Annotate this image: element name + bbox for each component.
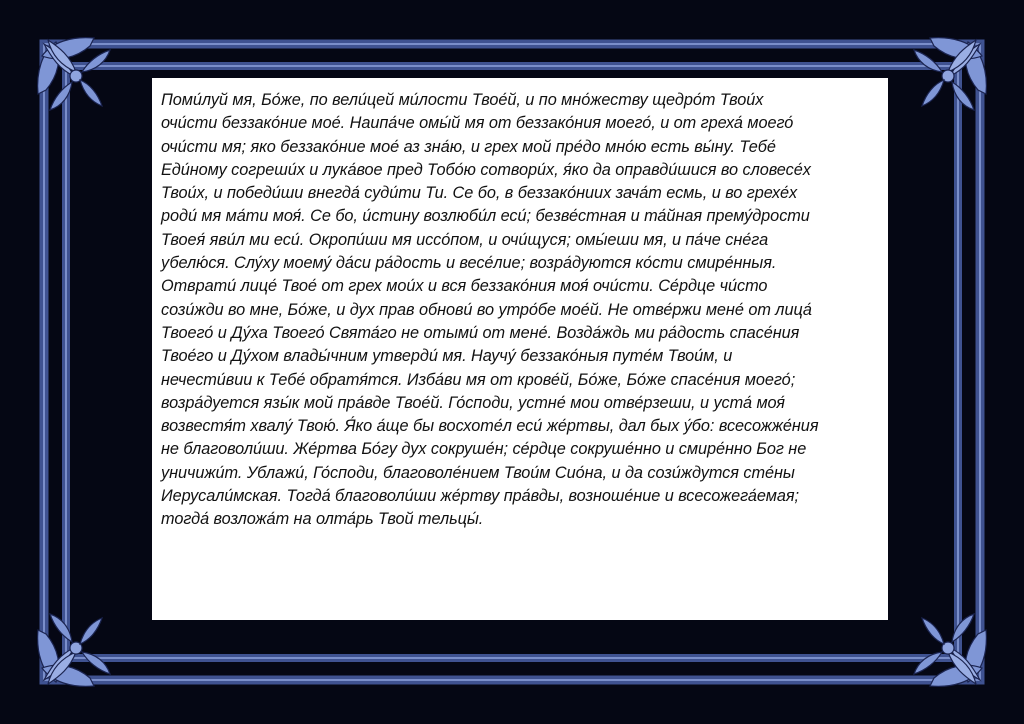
prayer-line: Отврати́ лице́ Твое́ от грех мои́х и вся беззако́ния моя́ очи́сти. Се́рдце чи́сто: [161, 277, 768, 296]
prayer-line: Твое́го и Ду́хом влады́чним утверди́ мя. Научу́ беззако́ныя путе́м Твои́м, и: [161, 347, 733, 366]
prayer-line: очи́сти беззако́ние мое́. Наипа́че омы́й мя от беззако́ния моего́, и от греха́ моего́: [161, 114, 794, 133]
prayer-line: роди́ мя ма́ти моя́. Се бо, и́стину возлюби́л еси́; безве́стная и та́йная прему́дрости: [161, 207, 810, 226]
prayer-line: Твоея́ яви́л ми еси́. Окропи́ши мя иссо́пом, и очи́щуся; омы́еши мя, и па́че сне́га: [161, 230, 769, 249]
prayer-line: нечести́вии к Тебе́ обратя́тся. Изба́ви мя от крове́й, Бо́же, Бо́же спасе́ния моего́;: [161, 370, 796, 389]
prayer-line: не благоволи́ши. Же́ртва Бо́гу дух сокруше́н; се́рдце сокруше́нно и смире́нно Бог не: [161, 440, 807, 459]
prayer-line: тогда́ возложа́т на олта́рь Твой тельцы́.: [161, 510, 484, 529]
prayer-line: Твои́х, и победи́ши внегда́ суди́ти Ти. Се бо, в беззако́ниих зача́т есмь, и во грехе́х: [161, 184, 798, 203]
prayer-line: возра́дуется язы́к мой пра́вде Твое́й. Го́споди, устне́ мои отве́рзеши, и уста́ моя́: [161, 393, 785, 412]
prayer-line: Иерусали́мская. Тогда́ благоволи́ши же́ртву пра́вды, возноше́ние и всесожега́емая;: [161, 487, 799, 506]
prayer-line: возвестя́т хвалу́ Твою́. Я́ко а́ще бы восхоте́л еси́ же́ртвы, дал бых у́бо: всесожже́ния: [161, 417, 819, 436]
prayer-line: очи́сти мя; яко беззако́ние мое́ аз зна́ю, и грех мой пре́до мно́ю есть вы́ну. Тебе́: [161, 137, 776, 156]
prayer-line: Твоего́ и Ду́ха Твоего́ Свята́го не отыми́ от мене́. Возда́ждь ми ра́дость спасе́ния: [161, 323, 800, 342]
prayer-line: уничижи́т. Ублажи́, Го́споди, благоволе́нием Твои́м Сио́на, и да сози́ждутся сте́ны: [161, 463, 795, 482]
prayer-line: Еди́ному согреши́х и лука́вое пред Тобо́ю сотвори́х, я́ко да оправди́шися во словесе́х: [161, 160, 811, 179]
prayer-line: убелю́ся. Слу́ху моему́ да́си ра́дость и весе́лие; возра́дуются ко́сти смире́нныя.: [161, 254, 777, 273]
prayer-text-panel: [152, 78, 888, 620]
prayer-line: сози́жди во мне, Бо́же, и дух прав обнови́ во утро́бе мое́й. Не отве́ржи мене́ от лица́: [161, 300, 812, 319]
prayer-line: Поми́луй мя, Бо́же, по вели́цей ми́лости Твое́й, и по мно́жеству щедро́т Твои́х: [161, 91, 764, 109]
